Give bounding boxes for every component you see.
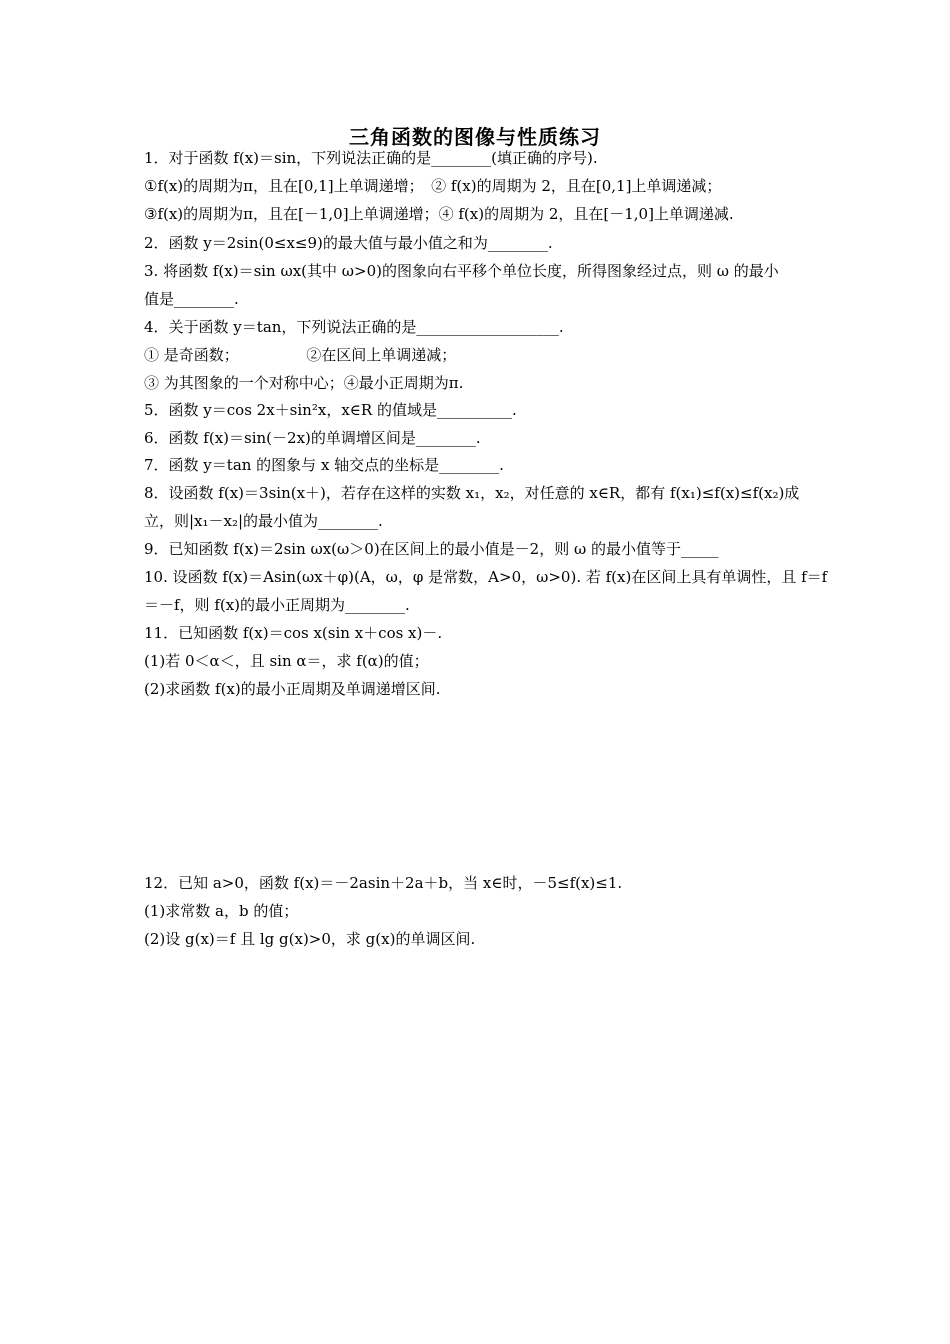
question-11-part-2: (2)求函数 f(x)的最小正周期及单调递增区间. [144,680,441,698]
question-11-part-1: (1)若 0＜α＜，且 sin α＝，求 f(α)的值； [144,652,429,670]
question-4: 4．关于函数 y＝tan，下列说法正确的是___________________. [144,318,564,336]
question-12-part-2: (2)设 g(x)＝f 且 lg g(x)>0，求 g(x)的单调区间. [144,930,476,948]
question-7: 7．函数 y＝tan 的图象与 x 轴交点的坐标是________. [144,456,504,474]
question-1-option-3-4: ③f(x)的周期为π，且在[－1,0]上单调递增；④ f(x)的周期为 2，且在[－1,0]上单调递减. [144,205,734,223]
question-12-part-1: (1)求常数 a，b 的值； [144,902,299,920]
question-11: 11．已知函数 f(x)＝cos x(sin x＋cos x)－. [144,624,443,642]
question-4-option-3-4: ③ 为其图象的一个对称中心；④最小正周期为π. [144,374,464,392]
question-10-continued: ＝－f，则 f(x)的最小正周期为________. [144,596,410,614]
question-9: 9．已知函数 f(x)＝2sin ωx(ω＞0)在区间上的最小值是－2，则 ω 的最小值等于_____ [144,540,719,558]
question-3-continued: 值是________. [144,290,239,308]
question-8: 8．设函数 f(x)＝3sin(x＋)，若存在这样的实数 x₁，x₂，对任意的 x∈R，都有 f(x₁)≤f(x)≤f(x₂)成 [144,484,800,502]
question-5: 5．函数 y＝cos 2x＋sin²x，x∈R 的值域是__________. [144,401,517,419]
question-6: 6．函数 f(x)＝sin(－2x)的单调增区间是________. [144,429,481,447]
question-8-continued: 立，则|x₁－x₂|的最小值为________. [144,512,383,530]
question-3: 3. 将函数 f(x)＝sin ωx(其中 ω>0)的图象向右平移个单位长度，所得图象经过点，则 ω 的最小 [144,262,779,280]
page-title: 三角函数的图像与性质练习 [349,125,601,149]
question-12: 12．已知 a>0，函数 f(x)＝－2asin＋2a＋b，当 x∈时，－5≤f(x)≤1. [144,874,623,892]
question-1-option-1-2: ①f(x)的周期为π，且在[0,1]上单调递增； ② f(x)的周期为 2，且在[0,1]上单调递减； [144,177,722,195]
question-4-option-1-2: ① 是奇函数； ②在区间上单调递减； [144,346,457,364]
question-10: 10. 设函数 f(x)＝Asin(ωx＋φ)(A，ω，φ 是常数，A>0，ω>0). 若 f(x)在区间上具有单调性，且 f＝f [144,568,828,586]
question-2: 2．函数 y＝2sin(0≤x≤9)的最大值与最小值之和为________. [144,234,553,252]
question-1: 1．对于函数 f(x)＝sin，下列说法正确的是________(填正确的序号). [144,149,598,167]
